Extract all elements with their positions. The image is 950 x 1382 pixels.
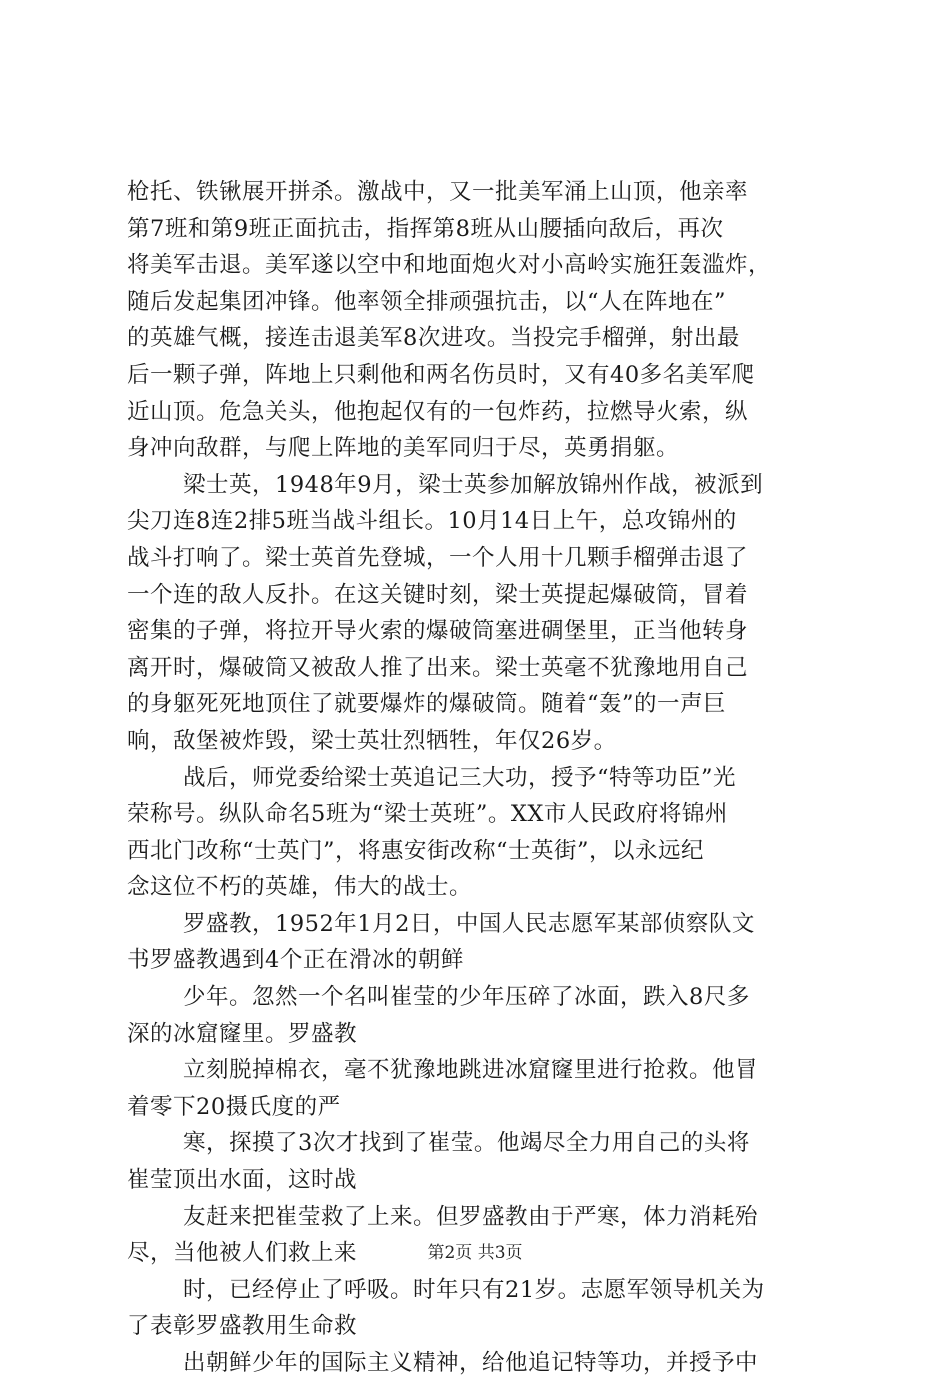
text-line: 响，敌堡被炸毁，梁士英壮烈牺牲，年仅26岁。 <box>127 727 617 754</box>
text-line: 少年。忽然一个名叫崔莹的少年压碎了冰面，跌入8尺多 <box>183 984 750 1011</box>
text-line: 立刻脱掉棉衣，毫不犹豫地跳进冰窟窿里进行抢救。他冒 <box>183 1057 759 1084</box>
text-line: 密集的子弹，将拉开导火索的爆破筒塞进碉堡里，正当他转身 <box>127 618 749 645</box>
text-line: 罗盛教，1952年1月2日，中国人民志愿军某部侦察队文 <box>183 910 755 937</box>
text-line: 身冲向敌群，与爬上阵地的美军同归于尽，英勇捐躯。 <box>127 435 680 462</box>
text-line: 友赶来把崔莹救了上来。但罗盛教由于严寒，体力消耗殆 <box>183 1203 759 1230</box>
text-line: 梁士英，1948年9月，梁士英参加解放锦州作战，被派到 <box>183 471 764 498</box>
text-line: 枪托、铁锹展开拼杀。激战中，又一批美军涌上山顶，他亲率 <box>127 179 749 205</box>
text-line: 时，已经停止了呼吸。时年只有21岁。志愿军领导机关为 <box>183 1276 765 1303</box>
text-line: 第7班和第9班正面抗击，指挥第8班从山腰插向敌后，再次 <box>127 215 724 242</box>
text-line: 的身躯死死地顶住了就要爆炸的爆破筒。随着“轰”的一声巨 <box>127 691 727 718</box>
text-line: 尽，当他被人们救上来 <box>127 1240 358 1267</box>
text-line: 念这位不朽的英雄，伟大的战士。 <box>127 874 473 901</box>
text-line: 崔莹顶出水面，这时战 <box>127 1167 358 1194</box>
text-line: 离开时，爆破筒又被敌人推了出来。梁士英毫不犹豫地用自己 <box>127 654 749 681</box>
text-line: 荣称号。纵队命名5班为“梁士英班”。XX市人民政府将锦州 <box>127 801 728 828</box>
text-line: 西北门改称“士英门”，将惠安街改称“士英街”，以永远纪 <box>127 837 705 864</box>
text-line: 将美军击退。美军遂以空中和地面炮火对小高岭实施狂轰滥炸， <box>127 252 772 279</box>
text-line: 出朝鲜少年的国际主义精神，给他追记特等功，并授予中 <box>183 1350 759 1376</box>
text-line: 着零下20摄氏度的严 <box>127 1093 341 1120</box>
text-line: 尖刀连8连2排5班当战斗组长。10月14日上午，总攻锦州的 <box>127 508 737 535</box>
text-line: 一个连的敌人反扑。在这关键时刻，梁士英提起爆破筒，冒着 <box>127 581 749 608</box>
text-line: 深的冰窟窿里。罗盛教 <box>127 1020 358 1047</box>
text-line: 近山顶。危急关头，他抱起仅有的一包炸药，拉燃导火索，纵 <box>127 398 749 425</box>
page-footer: 第2页 共3页 <box>427 1243 523 1263</box>
text-line: 战斗打响了。梁士英首先登城，一个人用十几颗手榴弹击退了 <box>127 544 749 571</box>
text-line: 战后，师党委给梁士英追记三大功，授予“特等功臣”光 <box>183 764 737 791</box>
body-text <box>127 174 827 1382</box>
text-line: 寒，探摸了3次才找到了崔莹。他竭尽全力用自己的头将 <box>183 1130 750 1157</box>
text-line: 后一颗子弹，阵地上只剩他和两名伤员时，又有40多名美军爬 <box>127 361 755 388</box>
text-line: 的英雄气概，接连击退美军8次进攻。当投完手榴弹，射出最 <box>127 325 740 352</box>
text-line: 书罗盛教遇到4个正在滑冰的朝鲜 <box>127 947 464 974</box>
text-line: 随后发起集团冲锋。他率领全排顽强抗击，以“人在阵地在” <box>127 288 727 315</box>
text-line: 了表彰罗盛教用生命救 <box>127 1313 358 1340</box>
